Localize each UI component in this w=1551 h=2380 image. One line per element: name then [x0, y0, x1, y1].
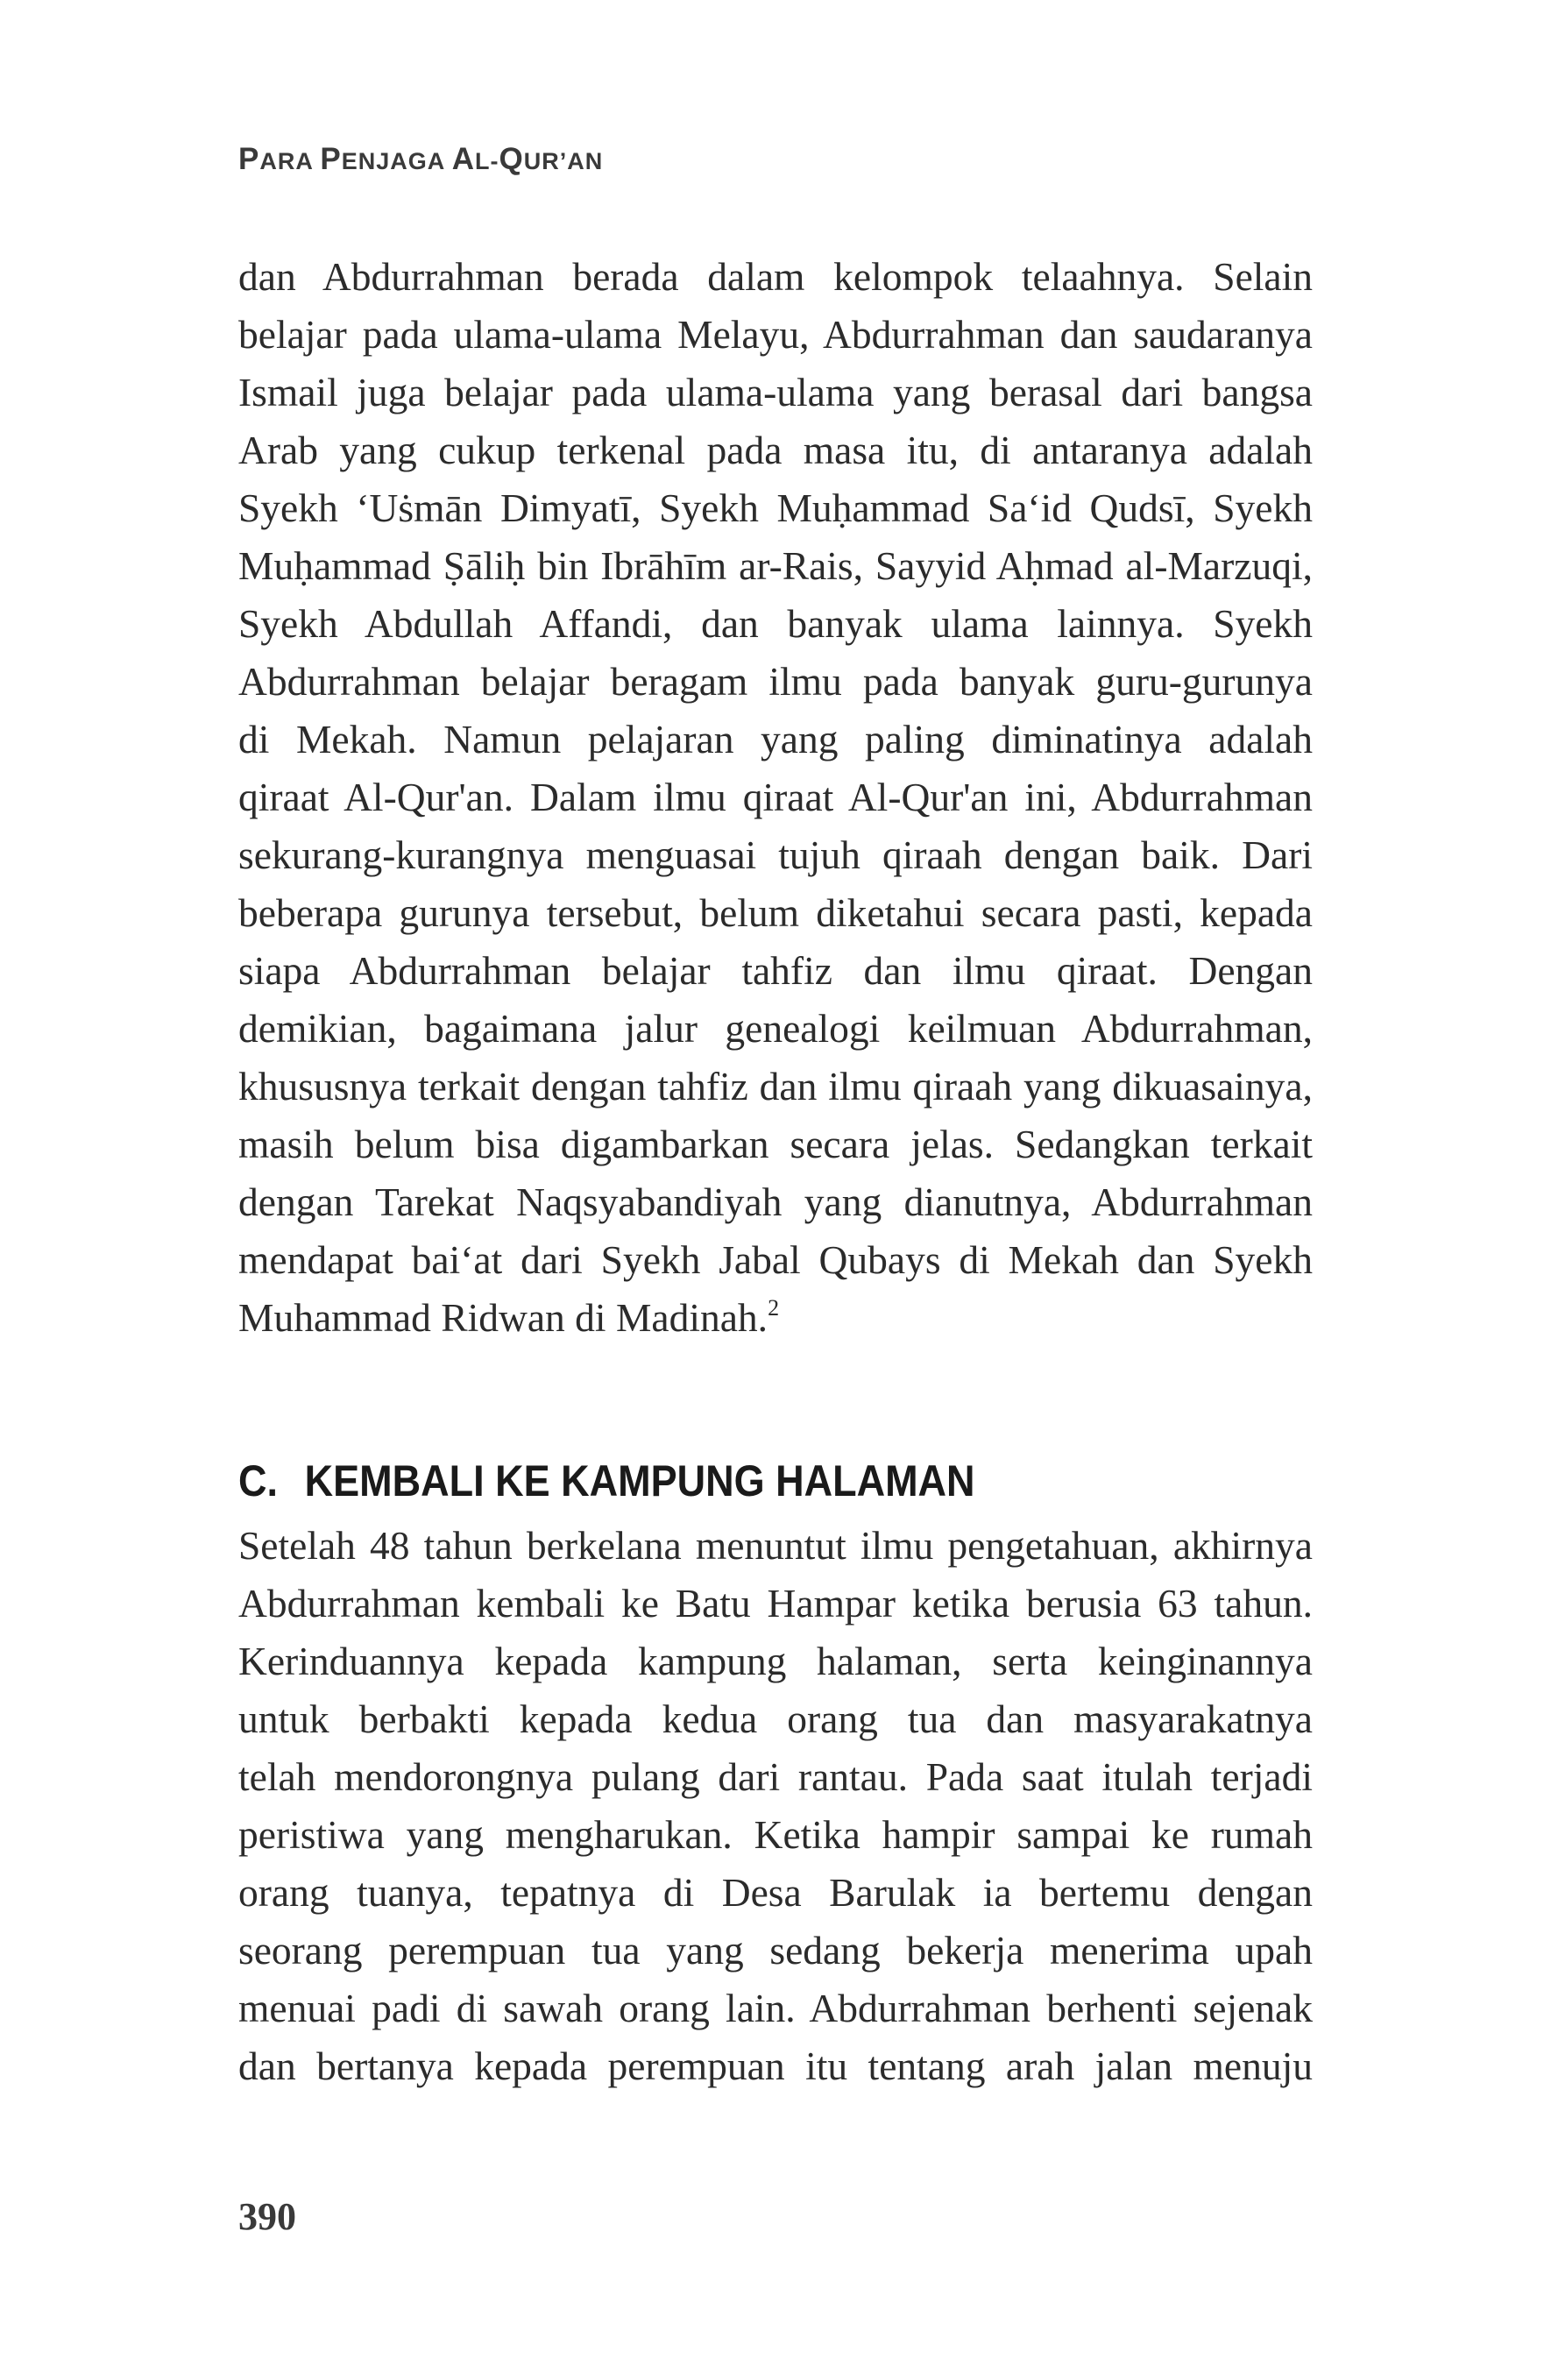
text-line: di Mekah. Namun pelajaran yang paling diminatinya adalah: [238, 717, 1313, 761]
section-title: KEMBALI KE KAMPUNG HALAMAN: [304, 1456, 975, 1505]
text-line: sekurang-kurangnya menguasai tujuh qiraah dengan baik. Dari: [238, 832, 1313, 877]
text-line: demikian, bagaimana jalur genealogi keilmuan Abdurrahman,: [238, 1006, 1313, 1051]
text-line: Arab yang cukup terkenal pada masa itu, di antaranya adalah: [238, 428, 1313, 472]
text-line: qiraat Al-Qur'an. Dalam ilmu qiraat Al-Qur'an ini, Abdurrahman: [238, 775, 1313, 819]
text-line: Syekh ‘Uṡmān Dimyatī, Syekh Muḥammad Sa‘id Qudsī, Syekh: [238, 485, 1313, 530]
text-line: menuai padi di sawah orang lain. Abdurrahman berhenti sejenak: [238, 1986, 1313, 2030]
text-line: dan bertanya kepada perempuan itu tentang arah jalan menuju: [238, 2044, 1313, 2088]
text-line: Muḥammad Ṣāliḥ bin Ibrāhīm ar-Rais, Sayyid Aḥmad al-Marzuqi,: [238, 543, 1313, 588]
text-line: khususnya terkait dengan tahfiz dan ilmu qiraah yang dikuasainya,: [238, 1064, 1313, 1109]
text-line: siapa Abdurrahman belajar tahfiz dan ilmu qiraat. Dengan: [238, 948, 1313, 993]
text-line: orang tuanya, tepatnya di Desa Barulak ia bertemu dengan: [238, 1870, 1313, 1915]
text-line: beberapa gurunya tersebut, belum diketahui secara pasti, kepada: [238, 890, 1313, 935]
text-line: dengan Tarekat Naqsyabandiyah yang dianutnya, Abdurrahman: [238, 1179, 1313, 1224]
text-line: belajar pada ulama-ulama Melayu, Abdurrahman dan saudaranya: [238, 312, 1313, 357]
text-line: seorang perempuan tua yang sedang bekerja menerima upah: [238, 1928, 1313, 1973]
running-header: PARA PENJAGA AL-QUR’AN: [238, 142, 604, 176]
text-line: telah mendorongnya pulang dari rantau. Pada saat itulah terjadi: [238, 1754, 1313, 1799]
text-line: Syekh Abdullah Affandi, dan banyak ulama lainnya. Syekh: [238, 601, 1313, 646]
page-number: 390: [238, 2195, 296, 2238]
text-line: Abdurrahman kembali ke Batu Hampar ketika berusia 63 tahun.: [238, 1581, 1313, 1626]
text-line: Setelah 48 tahun berkelana menuntut ilmu pengetahuan, akhirnya: [238, 1523, 1313, 1568]
text-line: dan Abdurrahman berada dalam kelompok telaahnya. Selain: [238, 254, 1313, 299]
text-line: untuk berbakti kepada kedua orang tua dan masyarakatnya: [238, 1696, 1313, 1741]
section-number: C.: [238, 1456, 278, 1505]
text-line: Abdurrahman belajar beragam ilmu pada banyak guru-gurunya: [238, 659, 1313, 704]
text-line: masih belum bisa digambarkan secara jelas. Sedangkan terkait: [238, 1122, 1313, 1166]
text-line: mendapat bai‘at dari Syekh Jabal Qubays di Mekah dan Syekh: [238, 1237, 1313, 1282]
text-line: [238, 1289, 1313, 1347]
text-line: peristiwa yang mengharukan. Ketika hampir sampai ke rumah: [238, 1812, 1313, 1857]
text-line: Ismail juga belajar pada ulama-ulama yang berasal dari bangsa: [238, 370, 1313, 414]
body-paragraph-2: [238, 1517, 1313, 2095]
text-line: Kerinduannya kepada kampung halaman, serta keinginannya: [238, 1639, 1313, 1683]
footnote-reference[interactable]: 2: [768, 1294, 780, 1321]
text-line-content: Muhammad Ridwan di Madinah.: [238, 1295, 768, 1340]
body-paragraph-1: [238, 248, 1313, 1347]
section-heading: [238, 1448, 975, 1514]
